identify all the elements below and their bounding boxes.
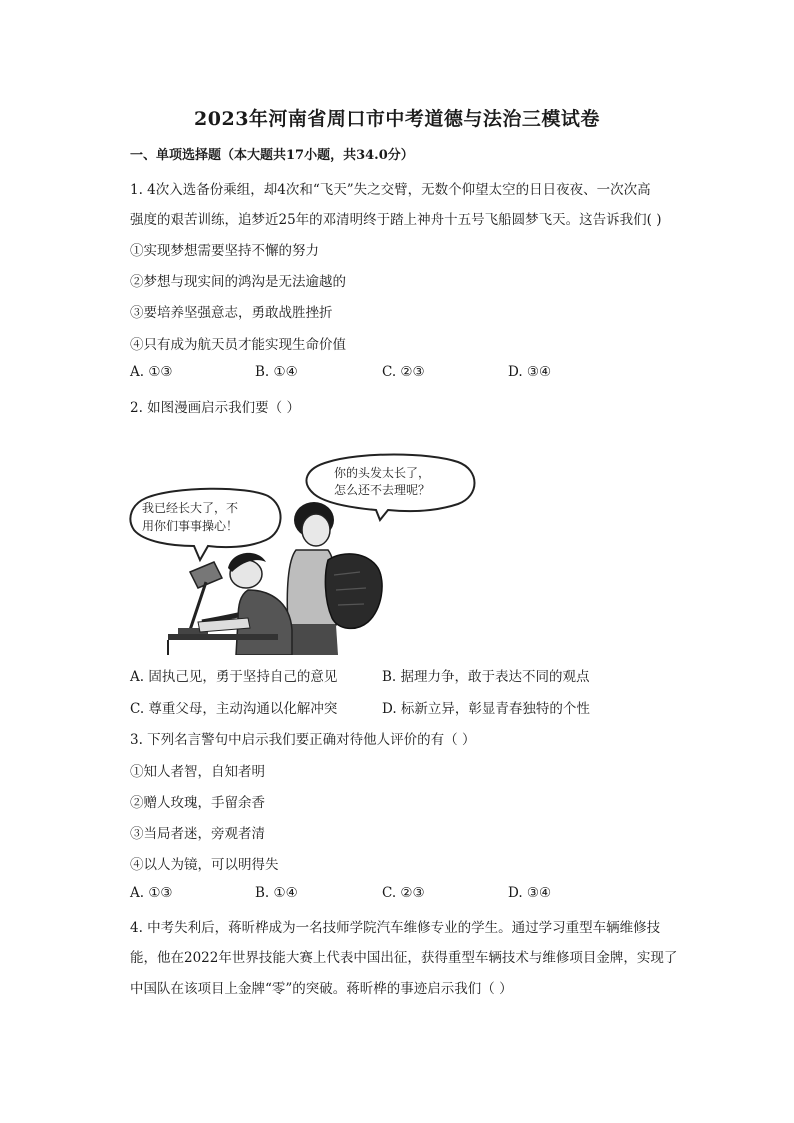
q2-option-a[interactable]: A. 固执己见，勇于坚持自己的意见 [130,669,338,685]
q2-stem: 2. 如图漫画启示我们要（ ） [130,400,300,416]
q2-option-b[interactable]: B. 据理力争，敢于表达不同的观点 [382,669,590,685]
q3-option-a[interactable]: A. ①③ [130,885,173,901]
q1-option-b[interactable]: B. ①④ [255,364,298,380]
q1-item-3: ③要培养坚强意志，勇敢战胜挫折 [130,305,333,321]
page-title: 2023年河南省周口市中考道德与法治三模试卷 [194,108,600,130]
q1-option-a[interactable]: A. ①③ [130,364,173,380]
q3-item-1: ①知人者智，自知者明 [130,764,265,780]
q3-item-3: ③当局者迷，旁观者清 [130,826,265,842]
q1-item-1: ①实现梦想需要坚持不懈的努力 [130,243,319,259]
q1-option-c[interactable]: C. ②③ [382,364,425,380]
q4-stem-line3: 中国队在该项目上金牌“零”的突破。蒋昕桦的事迹启示我们（ ） [130,981,513,997]
mom-bubble-text-2: 怎么还不去理呢？ [334,483,431,497]
q4-stem-line2: 能，他在2022年世界技能大赛上代表中国出征，获得重型车辆技术与维修项目金牌，实现了 [130,950,678,966]
q1-option-d[interactable]: D. ③④ [508,364,552,380]
q4-stem-line1: 4. 中考失利后，蒋昕桦成为一名技师学院汽车维修专业的学生。通过学习重型车辆维修技 [130,920,661,936]
q3-option-d[interactable]: D. ③④ [508,885,552,901]
q1-stem-line1: 1. 4次入选备份乘组，却4次和“飞天”失之交臂，无数个仰望太空的日日夜夜、一次次高 [130,182,651,198]
q1-stem-line2: 强度的艰苦训练，追梦近25年的邓清明终于踏上神舟十五号飞船圆梦飞天。这告诉我们( ) [130,212,662,228]
q3-option-b[interactable]: B. ①④ [255,885,298,901]
q3-stem: 3. 下列名言警句中启示我们要正确对待他人评价的有（ ） [130,732,476,748]
comic-illustration [128,450,488,655]
mother-figure [286,502,382,655]
q3-option-c[interactable]: C. ②③ [382,885,425,901]
q2-option-c[interactable]: C. 尊重父母，主动沟通以化解冲突 [130,701,338,717]
section-heading: 一、单项选择题（本大题共17小题，共34.0分） [130,148,414,163]
q3-item-4: ④以人为镜，可以明得失 [130,857,279,873]
q2-option-d[interactable]: D. 标新立异，彰显青春独特的个性 [382,701,590,717]
boy-bubble-text-2: 用你们事事操心！ [142,519,239,533]
q3-item-2: ②赠人玫瑰，手留余香 [130,795,265,811]
boy-bubble-text-1: 我已经长大了，不 [142,501,239,515]
q1-item-2: ②梦想与现实间的鸿沟是无法逾越的 [130,274,346,290]
q1-item-4: ④只有成为航天员才能实现生命价值 [130,337,346,353]
mom-bubble-text-1: 你的头发太长了， [334,466,431,480]
